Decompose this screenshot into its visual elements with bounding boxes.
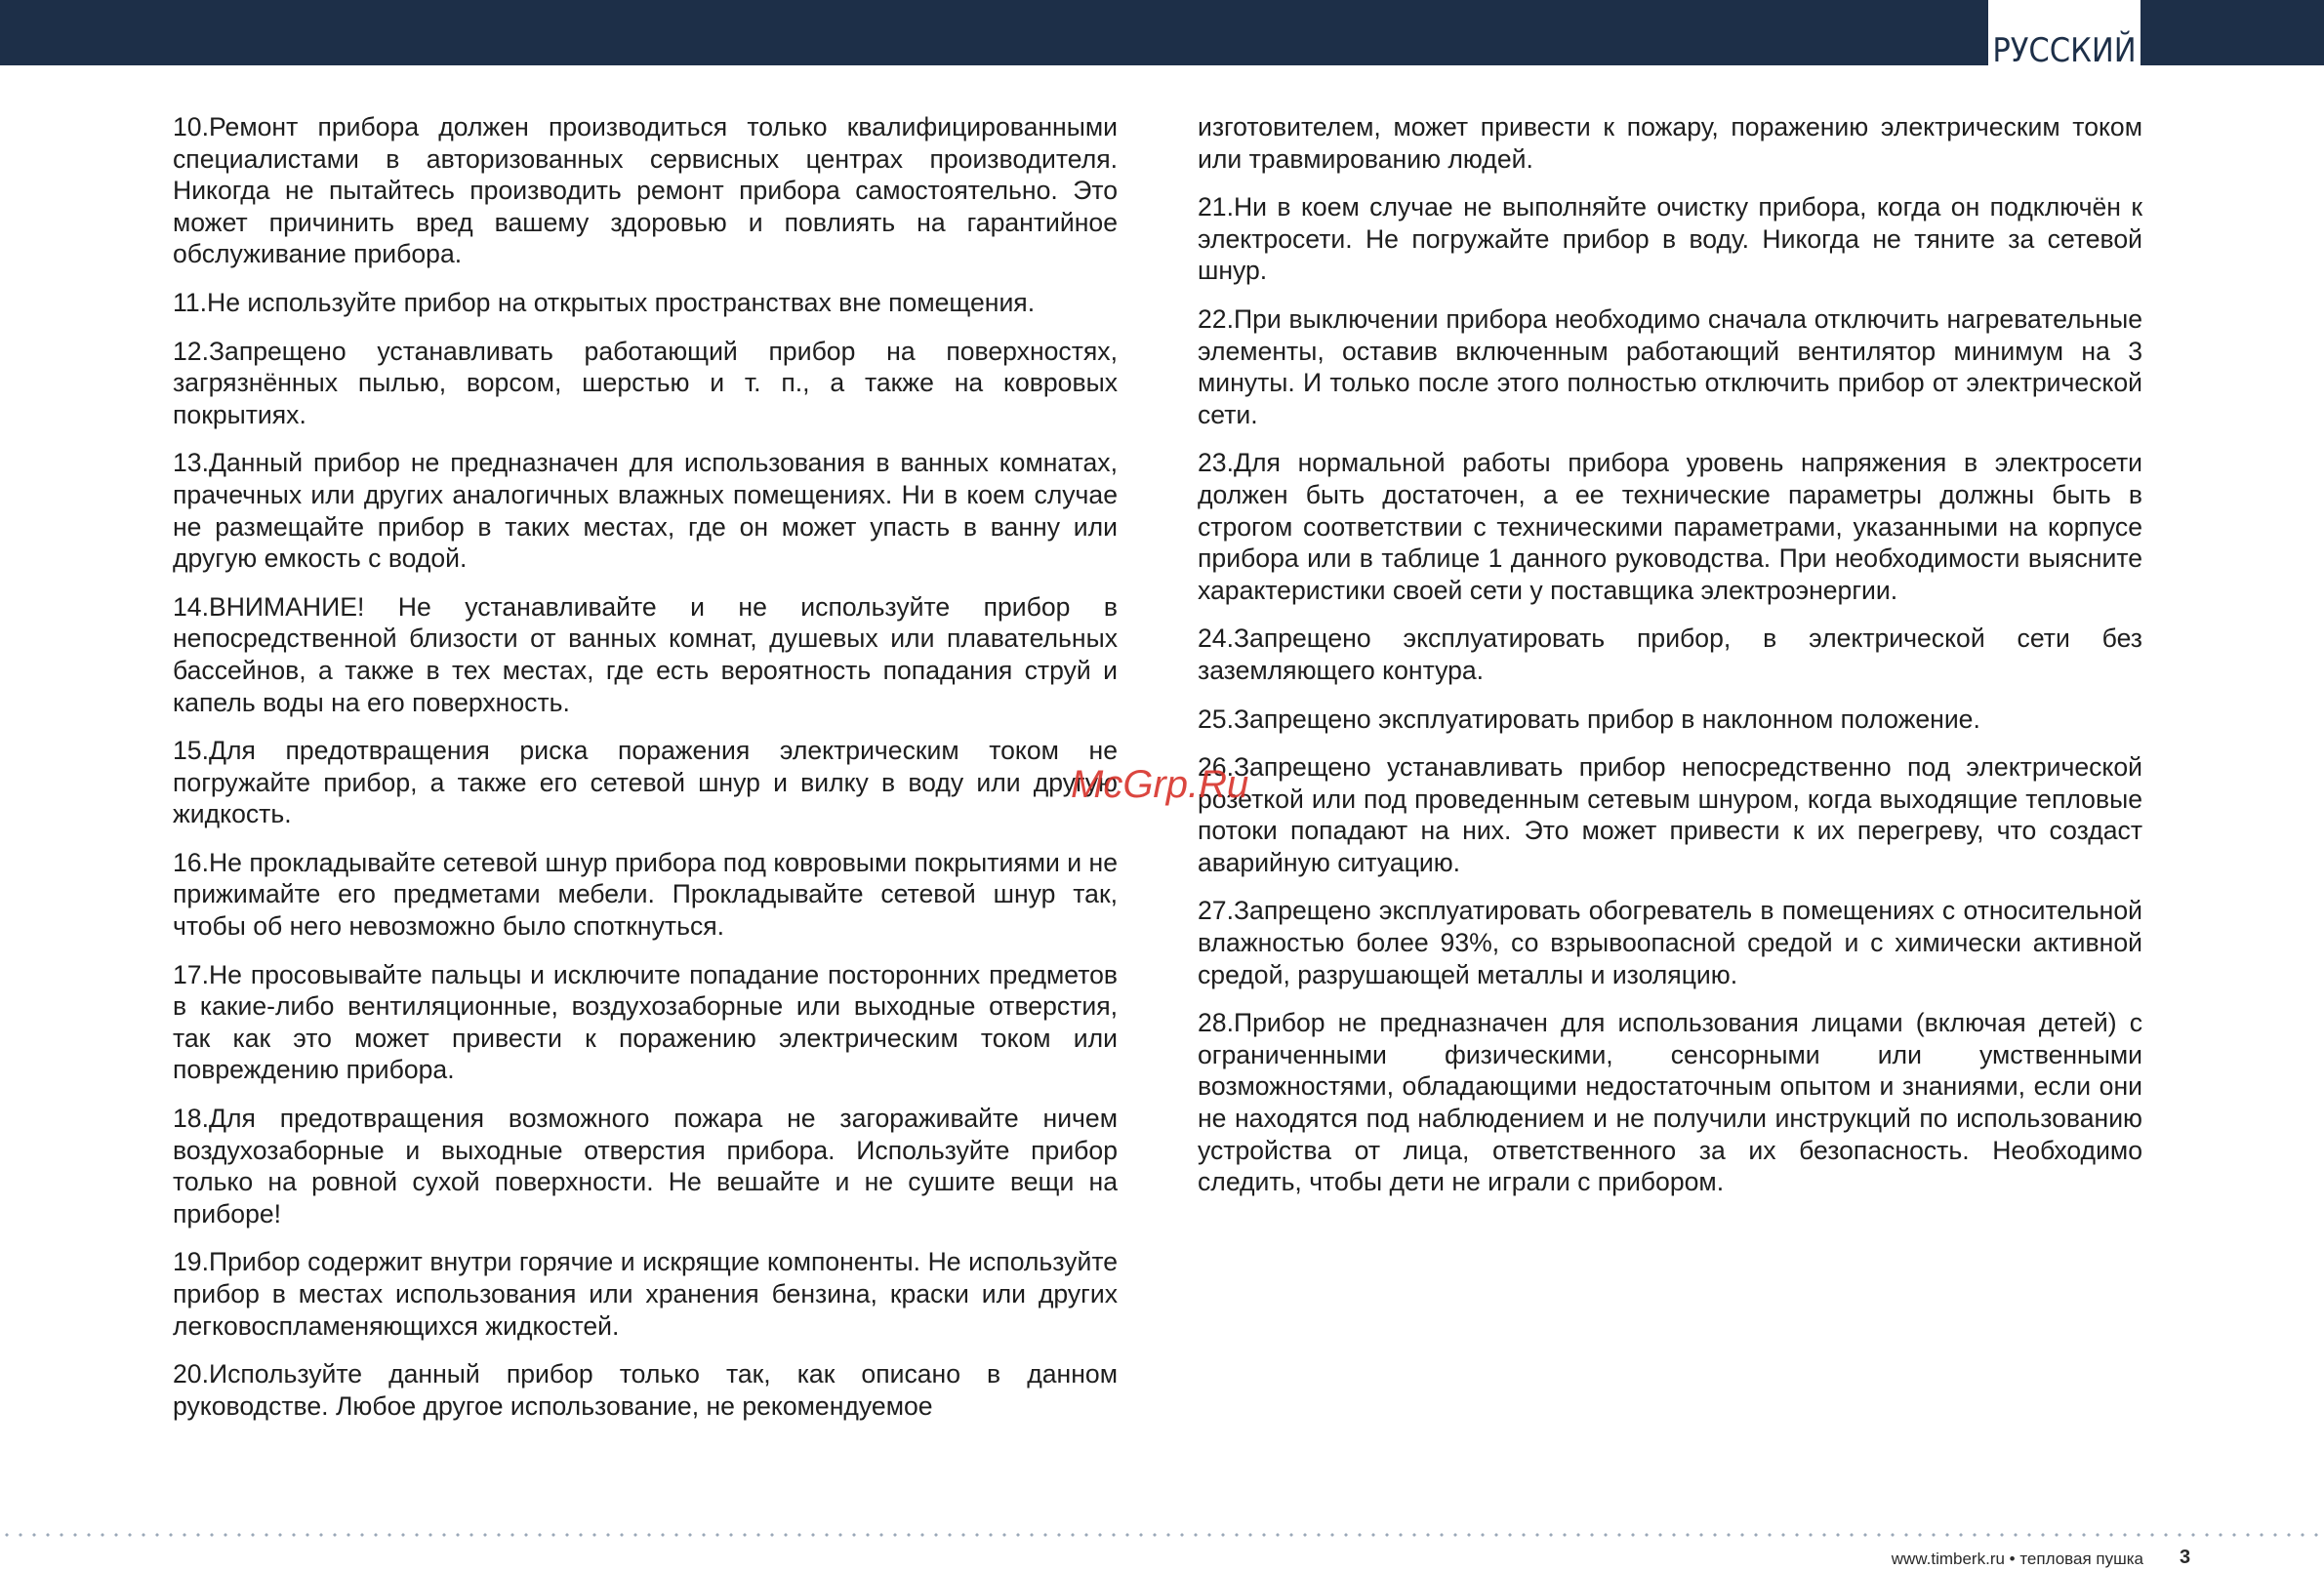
paragraph-16: 16.Не прокладывайте сетевой шнур прибора под ковровыми покрытиями и не прижимайте его предметами мебели. Прокладывайте сетевой шнур так, чтобы об него невозможно было споткнуться. (173, 847, 1118, 942)
paragraph-21: 21.Ни в коем случае не выполняйте очистку прибора, когда он подключён к электросети. Не погружайте прибор в воду. Никогда не тяните за сетевой шнур. (1198, 192, 2142, 286)
paragraph-12: 12.Запрещено устанавливать работающий прибор на поверхностях, загрязнённых пылью, ворсом, шерстью и т. п., а также на ковровых покрытиях. (173, 336, 1118, 429)
paragraph-24: 24.Запрещено эксплуатировать прибор, в электрической сети без заземляющего контура. (1198, 624, 2142, 685)
page-number: 3 (2180, 1547, 2191, 1568)
right-column (1198, 111, 2142, 1215)
paragraph-27: 27.Запрещено эксплуатировать обогреватель в помещениях с относительной влажностью более 93%, со взрывоопасной средой и с химически активной средой, разрушающей металлы и изоляцию. (1198, 896, 2142, 989)
paragraph-13: 13.Данный прибор не предназначен для использования в ванных комнатах, прачечных или других аналогичных влажных помещениях. Ни в коем случае не размещайте прибор в таких местах, где он может упасть в ванну или другую емкость с водой. (173, 448, 1118, 574)
paragraph-20-start: 20.Используйте данный прибор только так, как описано в данном руководстве. Любое другое использование, не рекомендуемое (173, 1359, 1118, 1421)
left-column (173, 111, 1118, 1438)
language-tab (1988, 0, 2141, 76)
paragraph-10: 10.Ремонт прибора должен производиться только квалифицированными специалистами в авторизованных сервисных центрах производителя. Никогда не пытайтесь производить ремонт прибора самостоятельно. Это может причинить вред вашему здоровью и повлиять на гарантийное обслуживание прибора. (173, 112, 1118, 269)
footer-site-link[interactable]: www.timberk.ru • тепловая пушка (1891, 1550, 2143, 1568)
paragraph-14: 14.ВНИМАНИЕ! Не устанавливайте и не используйте прибор в непосредственной близости от ванных комнат, душевых или плавательных бассейнов, а также в тех местах, где есть вероятность попадания струй и капель воды на его поверхность. (173, 591, 1118, 717)
paragraph-15: 15.Для предотвращения риска поражения электрическим током не погружайте прибор, а также его сетевой шнур и вилку в воду или другую жидкость. (173, 736, 1118, 829)
paragraph-26: 26.Запрещено устанавливать прибор непосредственно под электрической розеткой или под проведенным сетевым шнуром, когда выходящие тепловые потоки попадают на них. Это может привести к их перегреву, что создаст аварийную ситуацию. (1198, 752, 2142, 877)
paragraph-25: 25.Запрещено эксплуатировать прибор в наклонном положение. (1198, 704, 1980, 734)
paragraph-19: 19.Прибор содержит внутри горячие и искрящие компоненты. Не используйте прибор в местах использования или хранения бензина, краски или других легковоспламеняющихся жидкостей. (173, 1247, 1118, 1341)
paragraph-18: 18.Для предотвращения возможного пожара не загораживайте ничем воздухозаборные и выходные отверстия прибора. Используйте прибор только на ровной сухой поверхности. Не вешайте и не сушите вещи на приборе! (173, 1104, 1118, 1228)
paragraph-22: 22.При выключении прибора необходимо сначала отключить нагревательные элементы, оставив включенным работающий вентилятор минимум на 3 минуты. И только после этого полностью отключить прибор от электрической сети. (1198, 303, 2142, 429)
paragraph-23: 23.Для нормальной работы прибора уровень напряжения в электросети должен быть достаточен, а ее технические параметры должны быть в строгом соответствии с техническими параметрами, указанными на корпусе прибора или в таблице 1 данного руководства. При необходимости выясните характеристики своей сети у поставщика электроэнергии. (1198, 448, 2142, 605)
paragraph-11: 11.Не используйте прибор на открытых пространствах вне помещения. (173, 287, 1036, 317)
header-bar (0, 0, 2324, 65)
paragraph-20-end: изготовителем, может привести к пожару, поражению электрическим током или травмированию людей. (1198, 112, 2142, 174)
language-label: РУССКИЙ (1992, 31, 2137, 70)
footer-divider (0, 1533, 2324, 1537)
paragraph-17: 17.Не просовывайте пальцы и исключите попадание посторонних предметов в какие-либо вентиляционные, воздухозаборные или выходные отверстия, так как это может привести к поражению электрическим током или повреждению прибора. (173, 959, 1118, 1085)
watermark: McGrp.Ru (1071, 763, 1249, 806)
paragraph-28: 28.Прибор не предназначен для использования лицами (включая детей) с ограниченными физическими, сенсорными или умственными возможностями, обладающими недостаточным опытом и знаниями, если они не находятся под наблюдением и не получили инструкций по использованию устройства от лица, ответственного за их безопасность. Необходимо следить, чтобы дети не играли с прибором. (1198, 1008, 2142, 1197)
